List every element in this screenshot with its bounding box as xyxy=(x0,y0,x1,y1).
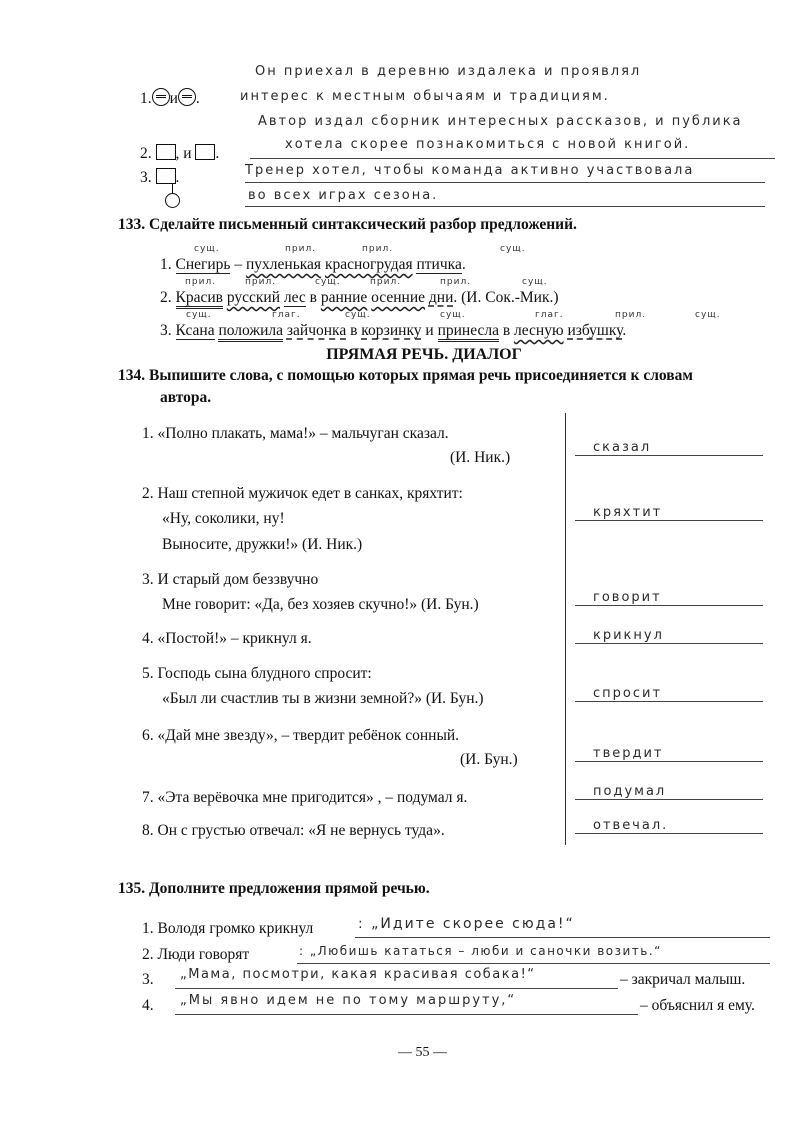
ex135-heading: 135. Дополните предложения прямой речью. xyxy=(118,880,430,897)
word: избушку xyxy=(567,322,623,339)
word: Красив xyxy=(176,289,223,309)
word: дни xyxy=(428,289,454,306)
scheme-2 xyxy=(140,144,219,163)
handwritten-answer: интерес к местным обычаям и традициям. xyxy=(240,89,610,104)
annotation: прил. xyxy=(440,277,472,287)
page-number: — 55 — xyxy=(398,1045,447,1060)
source: (И. Ник.) xyxy=(450,449,511,466)
word: пухленькая xyxy=(245,256,322,273)
source: . (И. Сок.-Мик.) xyxy=(453,289,559,306)
punct: . xyxy=(622,322,627,339)
period: . xyxy=(215,145,220,162)
annotation: сущ. xyxy=(345,310,371,320)
answer-line xyxy=(175,988,618,989)
ex134-item-8: 8. Он с грустью отвечал: «Я не вернусь туда». xyxy=(142,822,445,839)
annotation: прил. xyxy=(185,277,217,287)
annotation: глаг. xyxy=(535,310,564,320)
sentence-3 xyxy=(160,322,626,340)
ex135-item-1-text: 1. Володя громко крикнул xyxy=(142,920,314,937)
scheme-1 xyxy=(140,88,200,108)
item-number: 1. xyxy=(140,90,152,107)
word: положила xyxy=(218,322,283,342)
answer-line xyxy=(245,206,765,207)
ex134-item-2-line: Выносите, дружки!» (И. Ник.) xyxy=(162,536,363,553)
answer-line xyxy=(250,158,775,159)
period: . xyxy=(175,169,180,186)
item-number: 2. xyxy=(160,289,172,306)
handwritten-answer: Автор издал сборник интересных рассказов, и публика xyxy=(258,114,743,129)
answer-line xyxy=(297,963,770,964)
ex134-item-5-line: «Был ли счастлив ты в жизни земной?» (И. Бун.) xyxy=(162,690,484,707)
ex134-item-3: 3. И старый дом беззвучно xyxy=(142,571,319,588)
annotation: сущ. xyxy=(522,277,548,287)
ex134-item-2-line: «Ну, соколики, ну! xyxy=(162,510,285,527)
answer-field: говорит xyxy=(575,590,763,606)
ex135-item-4-num: 4. xyxy=(142,997,154,1014)
answer-line xyxy=(355,937,770,938)
preposition: в xyxy=(346,322,362,339)
handwritten-answer: „Мы явно идем не по тому маршруту,“ xyxy=(180,993,517,1008)
word: осенние xyxy=(371,289,426,306)
conjunction: и xyxy=(169,90,178,107)
source: (И. Бун.) xyxy=(460,751,518,768)
ex134-item-3-line: Мне говорит: «Да, без хозяев скучно!» (И. Бун.) xyxy=(162,596,479,613)
annotation: прил. xyxy=(285,244,317,254)
ex135-item-3-num: 3. xyxy=(142,971,154,988)
word: лесную xyxy=(514,322,564,339)
answer-line xyxy=(175,1014,638,1015)
annotation: прил. xyxy=(362,244,394,254)
ex134-heading: 134. Выпишите слова, с помощью которых прямая речь присоединяется к словам xyxy=(118,367,693,384)
scheme-3 xyxy=(140,168,179,187)
conjunction: , и xyxy=(175,145,192,162)
annotation: сущ. xyxy=(194,244,220,254)
handwritten-answer: „Мама, посмотри, какая красивая собака!“ xyxy=(180,967,536,982)
ex134-heading-cont: автора. xyxy=(160,389,212,406)
clause-box-icon xyxy=(156,168,176,184)
sentence-2 xyxy=(160,289,559,307)
conjunction: и xyxy=(421,322,438,339)
word: русский xyxy=(226,289,281,306)
annotation: прил. xyxy=(615,310,647,320)
word: Ксана xyxy=(175,322,215,339)
punct: . xyxy=(461,256,466,273)
handwritten-answer: : „Идите скорее сюда!“ xyxy=(358,916,575,932)
word: – xyxy=(230,256,246,273)
annotation: прил. xyxy=(245,277,277,287)
ex135-item-4-text: – объяснил я ему. xyxy=(640,997,755,1014)
annotation: сущ. xyxy=(315,277,341,287)
section-title: ПРЯМАЯ РЕЧЬ. ДИАЛОГ xyxy=(326,346,522,363)
annotation: глаг. xyxy=(272,310,301,320)
word: ранние xyxy=(320,289,368,306)
column-divider xyxy=(565,413,566,845)
word: корзинку xyxy=(361,322,422,339)
clause-box-icon xyxy=(195,144,215,160)
annotation: сущ. xyxy=(500,244,526,254)
annotation: сущ. xyxy=(440,310,466,320)
ex134-item-7: 7. «Эта верёвочка мне пригодится» , – подумал я. xyxy=(142,789,468,806)
subordinate-circle-icon xyxy=(165,193,180,208)
answer-field: отвечал. xyxy=(575,818,763,834)
annotation: сущ. xyxy=(695,310,721,320)
clause-box-icon xyxy=(156,144,176,160)
word: зайчонка xyxy=(286,322,347,339)
answer-field: подумал xyxy=(575,784,763,800)
answer-field: крикнул xyxy=(575,628,763,644)
ex134-item-1: 1. «Полно плакать, мама!» – мальчуган сказал. xyxy=(142,425,449,442)
preposition: в xyxy=(498,322,515,339)
answer-line xyxy=(245,182,765,183)
word: принесла xyxy=(438,322,499,342)
handwritten-answer: Он приехал в деревню издалека и проявлял xyxy=(255,64,642,79)
clause-circle-icon xyxy=(152,88,170,106)
ex134-item-6: 6. «Дай мне звезду», – твердит ребёнок сонный. xyxy=(142,727,460,744)
annotation: сущ. xyxy=(186,310,212,320)
answer-field: твердит xyxy=(575,746,763,762)
answer-field: спросит xyxy=(575,686,763,702)
ex134-item-5: 5. Господь сына блудного спросит: xyxy=(142,665,372,682)
answer-field: кряхтит xyxy=(575,505,763,521)
ex133-heading: 133. Сделайте письменный синтаксический разбор предложений. xyxy=(118,216,577,233)
item-number: 2. xyxy=(140,145,152,162)
ex134-item-4: 4. «Постой!» – крикнул я. xyxy=(142,630,312,647)
word: Снегирь xyxy=(175,256,231,273)
item-number: 3. xyxy=(160,322,172,339)
handwritten-answer: хотела скорее познакомиться с новой книгой. xyxy=(285,137,691,152)
handwritten-answer: Тренер хотел, чтобы команда активно участвовала xyxy=(245,163,695,178)
sentence-1 xyxy=(160,256,466,274)
handwritten-answer: : „Любишь кататься – люби и саночки возить.“ xyxy=(299,944,662,958)
ex135-item-3-text: – закричал малыш. xyxy=(620,971,746,988)
answer-field: сказал xyxy=(575,440,763,456)
ex135-item-2-text: 2. Люди говорят xyxy=(142,946,250,963)
annotation: прил. xyxy=(370,277,402,287)
word: птичка xyxy=(416,256,462,273)
word: лес xyxy=(283,289,306,306)
item-number: 1. xyxy=(160,256,172,273)
handwritten-answer: во всех играх сезона. xyxy=(248,188,439,203)
preposition: в xyxy=(305,289,321,306)
clause-circle-icon xyxy=(178,88,196,106)
item-number: 3. xyxy=(140,169,152,186)
word: красногрудая xyxy=(324,256,413,273)
period: . xyxy=(195,90,200,107)
ex134-item-2: 2. Наш степной мужичок едет в санках, кряхтит: xyxy=(142,485,463,502)
